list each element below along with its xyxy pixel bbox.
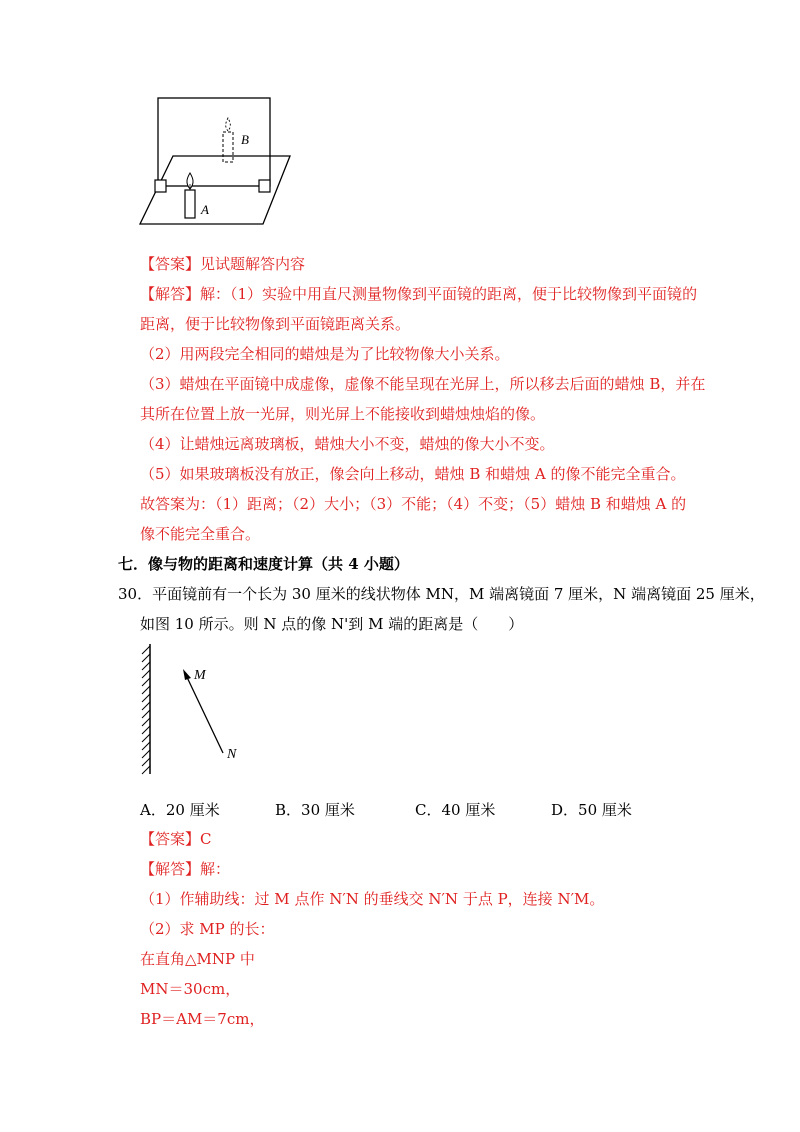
question-30-line-1: 30．平面镜前有一个长为 30 厘米的线状物体 MN，M 端离镜面 7 厘米，N 端离镜面 25 厘米， (118, 585, 765, 603)
right-block (259, 180, 270, 192)
option-c: C．40 厘米 (415, 801, 496, 819)
mirror-mn-figure (130, 640, 250, 780)
candle-b (223, 132, 233, 162)
label-b: B (241, 132, 249, 147)
label-m: M (194, 668, 206, 683)
analysis-line-3: （2）用两段完全相同的蜡烛是为了比较物像大小关系。 (140, 345, 510, 363)
answer-line-30: 【答案】C (140, 830, 212, 848)
glass-plate (158, 98, 270, 186)
candle-a (185, 190, 195, 218)
left-block (155, 180, 166, 192)
option-b: B．30 厘米 (275, 801, 355, 819)
object-mn (185, 673, 223, 753)
mirror-hatching (142, 646, 150, 774)
option-d: D．50 厘米 (551, 801, 632, 819)
option-a: A．20 厘米 (140, 801, 220, 819)
result-line-2: 像不能完全重合。 (140, 525, 261, 543)
step-2: （2）求 MP 的长： (140, 920, 275, 938)
candle-mirror-figure (135, 92, 295, 232)
analysis-line-4: （3）蜡烛在平面镜中成虚像，虚像不能呈现在光屏上，所以移去后面的蜡烛 B，并在 (140, 375, 706, 393)
result-line-1: 故答案为：（1）距离；（2）大小；（3）不能；（4）不变；（5）蜡烛 B 和蜡烛 A 的 (140, 495, 687, 513)
arrow-head-m (183, 669, 191, 680)
section-heading: 七．像与物的距离和速度计算（共 4 小题） (118, 555, 409, 573)
step-3: 在直角△MNP 中 (140, 950, 255, 968)
analysis-line-5: 其所在位置上放一光屏，则光屏上不能接收到蜡烛烛焰的像。 (140, 405, 546, 423)
candle-b-flame (226, 118, 231, 131)
step-1: （1）作辅助线：过 M 点作 N′N 的垂线交 N′N 于点 P，连接 N′M。 (140, 890, 605, 908)
analysis-line-2: 距离，便于比较物像到平面镜距离关系。 (140, 315, 411, 333)
analysis-line-7: （5）如果玻璃板没有放正，像会向上移动，蜡烛 B 和蜡烛 A 的像不能完全重合。 (140, 465, 686, 483)
label-a: A (201, 202, 209, 217)
analysis-prefix: 【解答】 (140, 285, 201, 303)
question-30-line-2: 如图 10 所示。则 N 点的像 N'到 M 端的距离是（ ） (140, 615, 524, 633)
analysis-head-30: 【解答】解： (140, 860, 231, 878)
analysis-line-1 (140, 284, 697, 304)
analysis-line-6: （4）让蜡烛远离玻璃板，蜡烛大小不变，蜡烛的像大小不变。 (140, 435, 555, 453)
step-5: BP＝AM＝7cm， (140, 1010, 265, 1028)
analysis-text-1: 解：（1）实验中用直尺测量物像到平面镜的距离，便于比较物像到平面镜的 (200, 285, 698, 303)
step-4: MN＝30cm， (140, 980, 241, 998)
answer-line-1: 【答案】见试题解答内容 (140, 255, 306, 273)
label-n: N (227, 747, 237, 762)
